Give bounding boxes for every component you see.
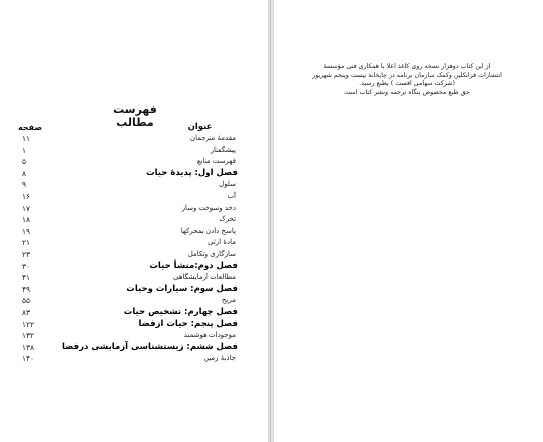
toc-entry-page: ۲۱ <box>22 238 31 248</box>
column-header-title: عنوان <box>187 122 213 132</box>
toc-entry-title: موجودات هوشمند <box>183 331 236 340</box>
toc-entry-title: پیشگفتار <box>210 145 236 154</box>
toc-entry-page: ۸۳ <box>22 307 31 317</box>
publisher-note <box>282 63 532 97</box>
toc-title: فهرست مطالب <box>113 103 157 129</box>
toc-row <box>0 353 268 365</box>
toc-chapter-row <box>0 284 268 296</box>
publisher-line: حق طبع مخصوص بنگاه ترجمه ونشر کتاب است <box>344 88 470 96</box>
toc-row <box>0 145 268 157</box>
toc-entry-title: سلول <box>219 180 236 189</box>
toc-list <box>0 133 268 365</box>
toc-entry-title: مادهٔ ارثی <box>208 238 236 247</box>
toc-entry-title: مقدمهٔ مترجمان <box>189 134 236 142</box>
toc-entry-page: ۸ <box>22 168 27 178</box>
toc-row <box>0 191 268 203</box>
toc-entry-title: فهرست منابع <box>196 157 236 166</box>
toc-chapter-row <box>0 307 268 319</box>
publisher-line: انتشارات فرانکلین وکمک سازمان برنامه در چاپخانهٔ بیست وپنجم شهریور <box>312 71 502 79</box>
toc-entry-title: فصل سوم: سیارات وحیات <box>126 283 238 294</box>
toc-row <box>0 226 268 238</box>
toc-entry-page: ۲۳ <box>22 249 31 259</box>
toc-entry-page: ۱۳۲ <box>22 331 35 341</box>
toc-row <box>0 330 268 342</box>
toc-entry-page: ۱ <box>22 145 27 155</box>
toc-entry-title: جاذبهٔ زمین <box>203 354 236 363</box>
toc-row <box>0 203 268 215</box>
toc-entry-title: تحرک <box>219 215 236 224</box>
toc-entry-page: ۱۹ <box>22 226 31 236</box>
toc-chapter-row <box>0 342 268 354</box>
toc-entry-title: فصل چهارم: تشخیص حیات <box>123 306 238 317</box>
column-header-page: صفحه <box>18 123 43 132</box>
left-page <box>0 0 268 442</box>
toc-entry-title: آب <box>227 191 236 200</box>
toc-entry-page: ۱۴۰ <box>22 354 35 364</box>
toc-entry-page: ۳۰ <box>22 261 31 271</box>
toc-row <box>0 214 268 226</box>
toc-entry-title: دخد وسوخت وساز <box>181 203 236 212</box>
toc-entry-title: فصل دوم:منشأ حیات <box>149 260 238 271</box>
toc-entry-title: فصل اول: پدیدهٔ حیات <box>146 167 238 178</box>
toc-entry-page: ۱۸ <box>22 215 31 225</box>
toc-row <box>0 179 268 191</box>
toc-entry-title: مریخ <box>221 296 236 305</box>
toc-entry-page: ۱۳۸ <box>22 342 35 352</box>
toc-entry-title: فصل ششم: زیستشناسی آزمایشی درفضا <box>61 341 238 352</box>
toc-entry-title: سازگاری وتکامل <box>187 249 236 258</box>
toc-entry-page: ۱۱ <box>22 134 31 143</box>
publisher-line: از این کتاب دوهزار نسخه روی کاغذ اعلا با همکاری فنی مؤسسهٔ <box>323 63 491 70</box>
toc-entry-title: پاسخ دادن بمحرکها <box>180 226 236 235</box>
toc-chapter-row <box>0 261 268 273</box>
toc-entry-page: ۱۲۲ <box>22 319 35 329</box>
toc-chapter-row <box>0 319 268 331</box>
toc-entry-page: ۵۵ <box>22 296 31 306</box>
toc-entry-page: ۱۶ <box>22 191 31 201</box>
toc-chapter-row <box>0 168 268 180</box>
toc-row <box>0 133 268 145</box>
toc-entry-title: فصل پنجم: حیات ازفضا <box>138 318 238 329</box>
toc-row <box>0 237 268 249</box>
toc-entry-page: ۵ <box>22 157 27 167</box>
toc-row <box>0 272 268 284</box>
toc-row <box>0 249 268 261</box>
toc-row <box>0 295 268 307</box>
toc-entry-page: ۴۱ <box>22 273 31 283</box>
toc-entry-page: ۴۹ <box>22 284 31 294</box>
toc-row <box>0 156 268 168</box>
toc-entry-title: مطالعات آزمایشگاهی <box>172 273 236 282</box>
publisher-line: (شرکت سهامی افست ) بطبع رسید. <box>359 80 455 88</box>
page-divider <box>270 0 271 442</box>
toc-entry-page: ۱۷ <box>22 203 31 213</box>
toc-entry-page: ۹ <box>22 180 27 190</box>
